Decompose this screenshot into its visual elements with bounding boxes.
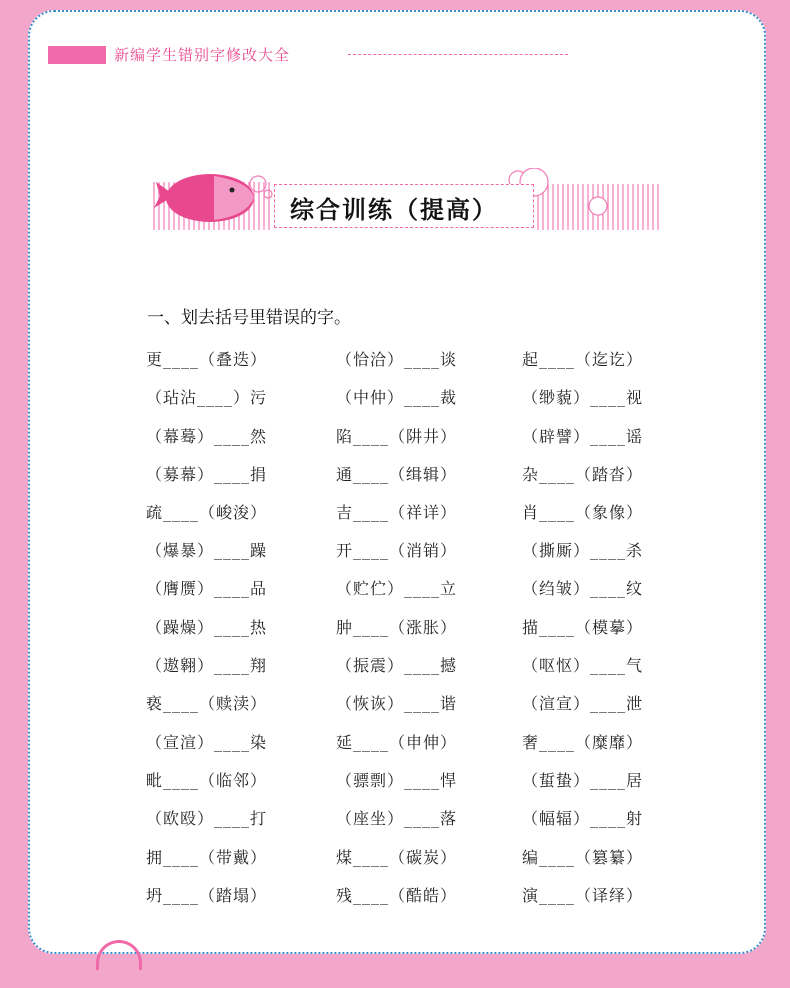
exercise-item: （恢诙）____谐 bbox=[336, 694, 458, 713]
exercise-item: 吉____（祥详） bbox=[336, 503, 458, 522]
exercise-item: （绉皱）____纹 bbox=[522, 579, 644, 598]
exercise-item: 残____（酷皓） bbox=[336, 886, 458, 905]
exercise-item: 起____（迄讫） bbox=[522, 350, 644, 369]
exercise-item: （幅辐）____射 bbox=[522, 809, 644, 828]
exercise-item: 更____（叠迭） bbox=[146, 350, 268, 369]
exercise-item: （渲宣）____泄 bbox=[522, 694, 644, 713]
exercise-item: 肿____（涨胀） bbox=[336, 618, 458, 637]
exercise-item: 杂____（踏沓） bbox=[522, 465, 644, 484]
exercise-item: 肖____（象像） bbox=[522, 503, 644, 522]
running-header bbox=[48, 46, 518, 64]
exercise-item: （恰洽）____谈 bbox=[336, 350, 458, 369]
header-color-block bbox=[48, 46, 106, 64]
exercise-item: （膺赝）____品 bbox=[146, 579, 268, 598]
exercise-item: 延____（申伸） bbox=[336, 733, 458, 752]
exercise-item: （蜇蛰）____居 bbox=[522, 771, 644, 790]
exercise-item: （募幕）____捐 bbox=[146, 465, 268, 484]
banner-title: 综合训练（提高） bbox=[290, 196, 498, 224]
header-divider bbox=[348, 54, 568, 55]
exercise-item: （缈藐）____视 bbox=[522, 388, 644, 407]
section-banner bbox=[150, 168, 662, 234]
exercise-item: 演____（译绎） bbox=[522, 886, 644, 905]
exercise-item: 亵____（赎渎） bbox=[146, 694, 268, 713]
exercise-item: （辟譬）____谣 bbox=[522, 427, 644, 446]
exercise-item: （骠剽）____悍 bbox=[336, 771, 458, 790]
exercise-item: 陷____（阱井） bbox=[336, 427, 458, 446]
exercise-item: （幕蓦）____然 bbox=[146, 427, 268, 446]
exercise-item: 坍____（踏塌） bbox=[146, 886, 268, 905]
exercise-item: （爆暴）____躁 bbox=[146, 541, 268, 560]
exercise-item: 开____（消销） bbox=[336, 541, 458, 560]
exercise-item: 疏____（峻浚） bbox=[146, 503, 268, 522]
exercise-item: 拥____（带戴） bbox=[146, 848, 268, 867]
exercise-item: （欧殴）____打 bbox=[146, 809, 268, 828]
exercise-item: （遨翱）____翔 bbox=[146, 656, 268, 675]
exercise-item: （呕怄）____气 bbox=[522, 656, 644, 675]
exercise-item: 煤____（碳炭） bbox=[336, 848, 458, 867]
exercise-item: （撕厮）____杀 bbox=[522, 541, 644, 560]
exercise-item: （贮伫）____立 bbox=[336, 579, 458, 598]
exercise-item: （振震）____撼 bbox=[336, 656, 458, 675]
exercise-item: 描____（模摹） bbox=[522, 618, 644, 637]
exercise-item: （宣渲）____染 bbox=[146, 733, 268, 752]
exercise-item: 毗____（临邻） bbox=[146, 771, 268, 790]
exercise-item: 编____（篡纂） bbox=[522, 848, 644, 867]
exercise-item: 奢____（糜靡） bbox=[522, 733, 644, 752]
exercise-item: （玷沾____）污 bbox=[146, 388, 268, 407]
exercise-item: （中仲）____裁 bbox=[336, 388, 458, 407]
question-heading: 一、划去括号里错误的字。 bbox=[147, 308, 351, 328]
exercise-item: 通____（缉辑） bbox=[336, 465, 458, 484]
book-title: 新编学生错别字修改大全 bbox=[114, 46, 291, 64]
exercise-item: （躁燥）____热 bbox=[146, 618, 268, 637]
exercise-item: （座坐）____落 bbox=[336, 809, 458, 828]
